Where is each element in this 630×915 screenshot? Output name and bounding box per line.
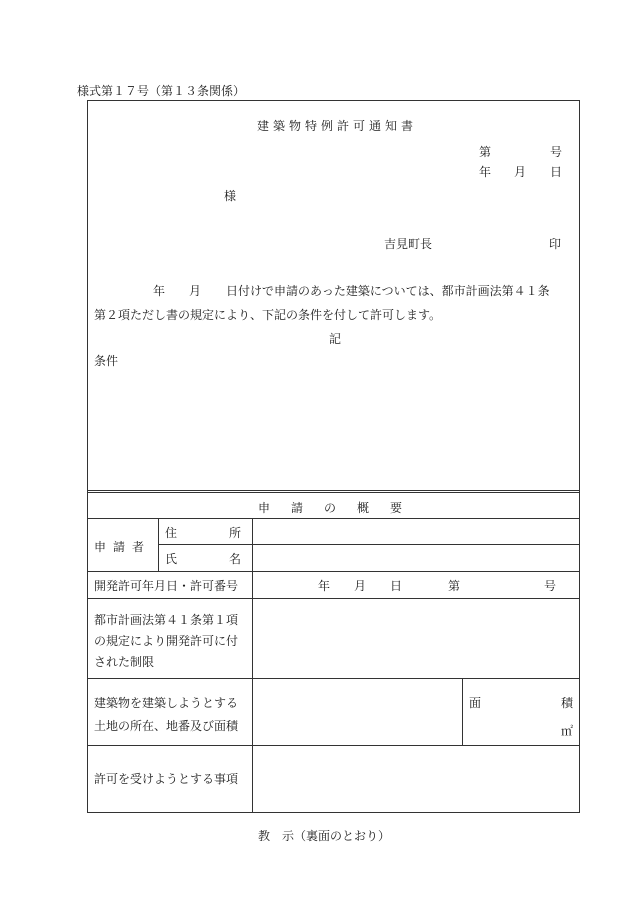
applicant-label: 申請者 [94,540,152,554]
name-label: 氏名 [165,552,294,566]
notice-title: 建築物特例許可通知書 [257,119,418,133]
number-suffix: 号 [550,145,563,159]
restriction-label-line: 都市計画法第４１条第１項 [94,613,239,627]
restriction-label-line: の規定により開発許可に付 [94,634,239,648]
restriction-label [94,610,238,673]
date-month: 月 [514,165,527,179]
permit-number-suffix: 号 [544,579,557,593]
date-year: 年 [479,165,492,179]
issuer-title: 吉見町長 [384,237,433,251]
permit-row-label: 開発許可年月日・許可番号 [94,579,239,593]
column-rule [158,518,159,571]
matters-label: 許可を受けようとする事項 [94,772,239,786]
permit-day: 日 [390,579,403,593]
row-rule [87,571,580,572]
land-label-line: 土地の所在、地番及び面積 [94,719,239,733]
overview-title: 申請の概要 [258,501,424,515]
footer-note: 教 示（裏面のとおり） [258,829,391,843]
number-prefix: 第 [479,145,492,159]
conditions-label: 条件 [94,354,119,368]
row-rule [87,745,580,746]
table-top-double-rule [87,492,580,493]
area-unit: ㎡ [561,724,574,738]
row-rule [87,678,580,679]
land-label [94,692,238,738]
row-rule [87,518,580,519]
body-year: 年 [153,284,166,298]
addressee-suffix: 様 [224,189,237,203]
date-day: 日 [550,165,563,179]
body-text-line1: 日付けで申請のあった建築については、都市計画法第４１条 [226,284,550,298]
area-label-right: 積 [561,696,574,710]
column-rule [462,678,463,745]
restriction-label-line: された制限 [94,655,155,669]
seal-mark: 印 [549,237,562,251]
land-label-line: 建築物を建築しようとする [94,696,239,710]
body-text-line2: 第２項ただし書の規定により、下記の条件を付して許可します。 [94,308,442,322]
permit-month: 月 [354,579,367,593]
address-label: 住所 [165,526,294,540]
form-number: 様式第１７号（第１３条関係） [77,84,246,98]
permit-number-prefix: 第 [448,579,461,593]
row-rule [87,598,580,599]
permit-year: 年 [318,579,331,593]
area-label-left: 面 [469,696,482,710]
row-rule [158,544,580,545]
record-mark: 記 [329,332,342,346]
body-month: 月 [189,284,202,298]
